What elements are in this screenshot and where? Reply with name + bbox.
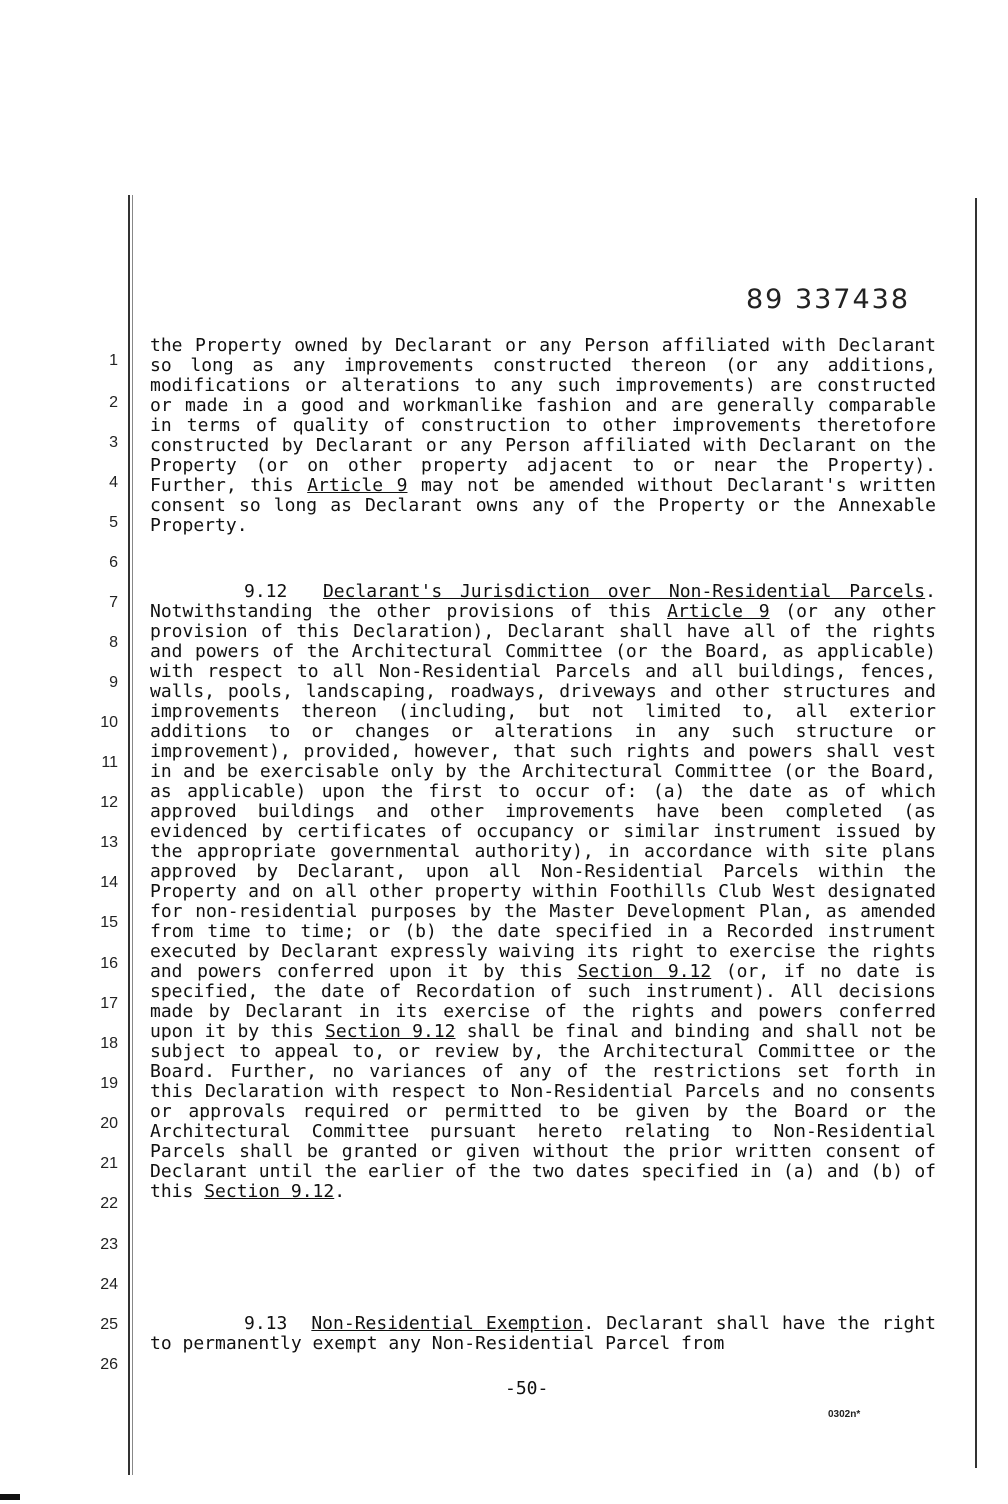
section-number: 9.12 <box>244 581 288 602</box>
line-number: 8 <box>109 634 118 651</box>
section-9-12-text: 9.12 Declarant's Jurisdiction over Non-Residential Parcels. Notwithstanding the other provisions of this Article 9 (or any other provision of this Declaration), Declarant shall have all of the rights and powers of the Architectural Committee (or the Board, as applicable) with respect to all Non-Residential Parcels and all buildings, fences, walls, pools, landscaping, roadways, driveways and other structures and improvements thereon (including, but not limited to, all exterior additions to or changes or alterations in any such structure or improvement), provided, however, that such rights and powers shall vest in and be exercisable only by the Architectural Committee (or the Board, as applicable) upon the first to occur of: (a) the date as of which approved buildings and other improvements have been completed (as evidenced by certificates of occupancy or similar instrument issued by the appropriate governmental authority), in accordance with site plans approved by Declarant, upon all Non-Residential Parcels within the Property and on all other property within Foothills Club West designated for non-residential purposes by the Master Development Plan, as amended from time to time; or (b) the date specified in a Recorded instrument executed by Declarant expressly waiving its right to exercise the rights and powers conferred upon it by this Section 9.12 (or, if no date is specified, the date of Recordation of such instrument). All decisions made by Declarant in its exercise of the rights and powers conferred upon it by this Section 9.12 shall be final and binding and shall not be subject to appeal to, or review by, the Architectural Committee or the Board. Further, no variances of any of the restrictions set forth in this Declaration with respect to Non-Residential Parcels and no consents or approvals required or permitted to be given by the Board or the Architectural Committee pursuant hereto relating to Non-Residential Parcels shall be granted or given without the prior written consent of Declarant until the earlier of the two dates specified in (a) and (b) of this Section 9.12. <box>150 581 937 1202</box>
scan-artifact <box>0 1494 20 1500</box>
section-number: 9.13 <box>244 1313 288 1334</box>
line-number: 26 <box>100 1356 118 1373</box>
section-reference: Section 9.12 <box>577 961 712 982</box>
line-number: 7 <box>109 594 118 611</box>
line-number: 22 <box>100 1195 118 1212</box>
section-9-13-text: 9.13 Non-Residential Exemption. Declarant shall have the right to permanently exempt any Non-Residential Parcel from <box>150 1313 936 1354</box>
line-number: 10 <box>100 714 118 731</box>
line-number: 21 <box>100 1155 118 1172</box>
line-number: 19 <box>100 1075 118 1092</box>
line-number: 5 <box>109 514 118 531</box>
line-number: 13 <box>100 834 118 851</box>
paragraph-continuation <box>150 336 936 536</box>
line-number: 25 <box>100 1316 118 1333</box>
line-number: 6 <box>109 554 118 571</box>
section-9-12 <box>150 582 936 1202</box>
line-number: 1 <box>109 352 118 369</box>
line-number: 4 <box>109 474 118 491</box>
line-number: 20 <box>100 1115 118 1132</box>
article-9-reference: Article 9 <box>667 601 770 622</box>
line-number: 17 <box>100 995 118 1012</box>
recording-number: 89 337438 <box>746 284 911 315</box>
line-number: 15 <box>100 914 118 931</box>
section-reference: Section 9.12 <box>325 1021 456 1042</box>
left-margin-rule <box>128 195 130 1475</box>
line-number: 16 <box>100 955 118 972</box>
line-number: 12 <box>100 794 118 811</box>
line-number: 9 <box>109 674 118 691</box>
line-number: 24 <box>100 1276 118 1293</box>
paragraph-text: the Property owned by Declarant or any Person affiliated with Declarant so long as any improvements constructed thereon (or any additions, modifications or alterations to any such improvements) are constructed or made in a good and workmanlike fashion and are generally comparable in terms of quality of construction to other improvements theretofore constructed by Declarant or any Person affiliated with Declarant on the Property (or on other property adjacent to or near the Property). Further, this Article 9 may not be amended without Declarant's written consent so long as Declarant owns any of the Property or the Annexable Property. <box>150 335 936 536</box>
left-margin-rule-inner <box>132 195 133 1475</box>
section-reference: Section 9.12 <box>204 1181 335 1202</box>
section-title: Declarant's Jurisdiction over Non-Residential Parcels <box>322 581 926 602</box>
line-number: 18 <box>100 1035 118 1052</box>
line-number: 14 <box>100 874 118 891</box>
line-number: 2 <box>109 394 118 411</box>
article-9-reference: Article 9 <box>307 475 408 496</box>
line-number: 3 <box>109 434 118 451</box>
section-title: Non-Residential Exemption <box>311 1313 584 1334</box>
section-9-13 <box>150 1314 936 1354</box>
page-number: -50- <box>505 1378 549 1399</box>
document-code: 0302n* <box>828 1409 861 1420</box>
line-number: 11 <box>101 754 118 771</box>
line-number: 23 <box>100 1236 118 1253</box>
right-margin-rule <box>975 198 977 1468</box>
